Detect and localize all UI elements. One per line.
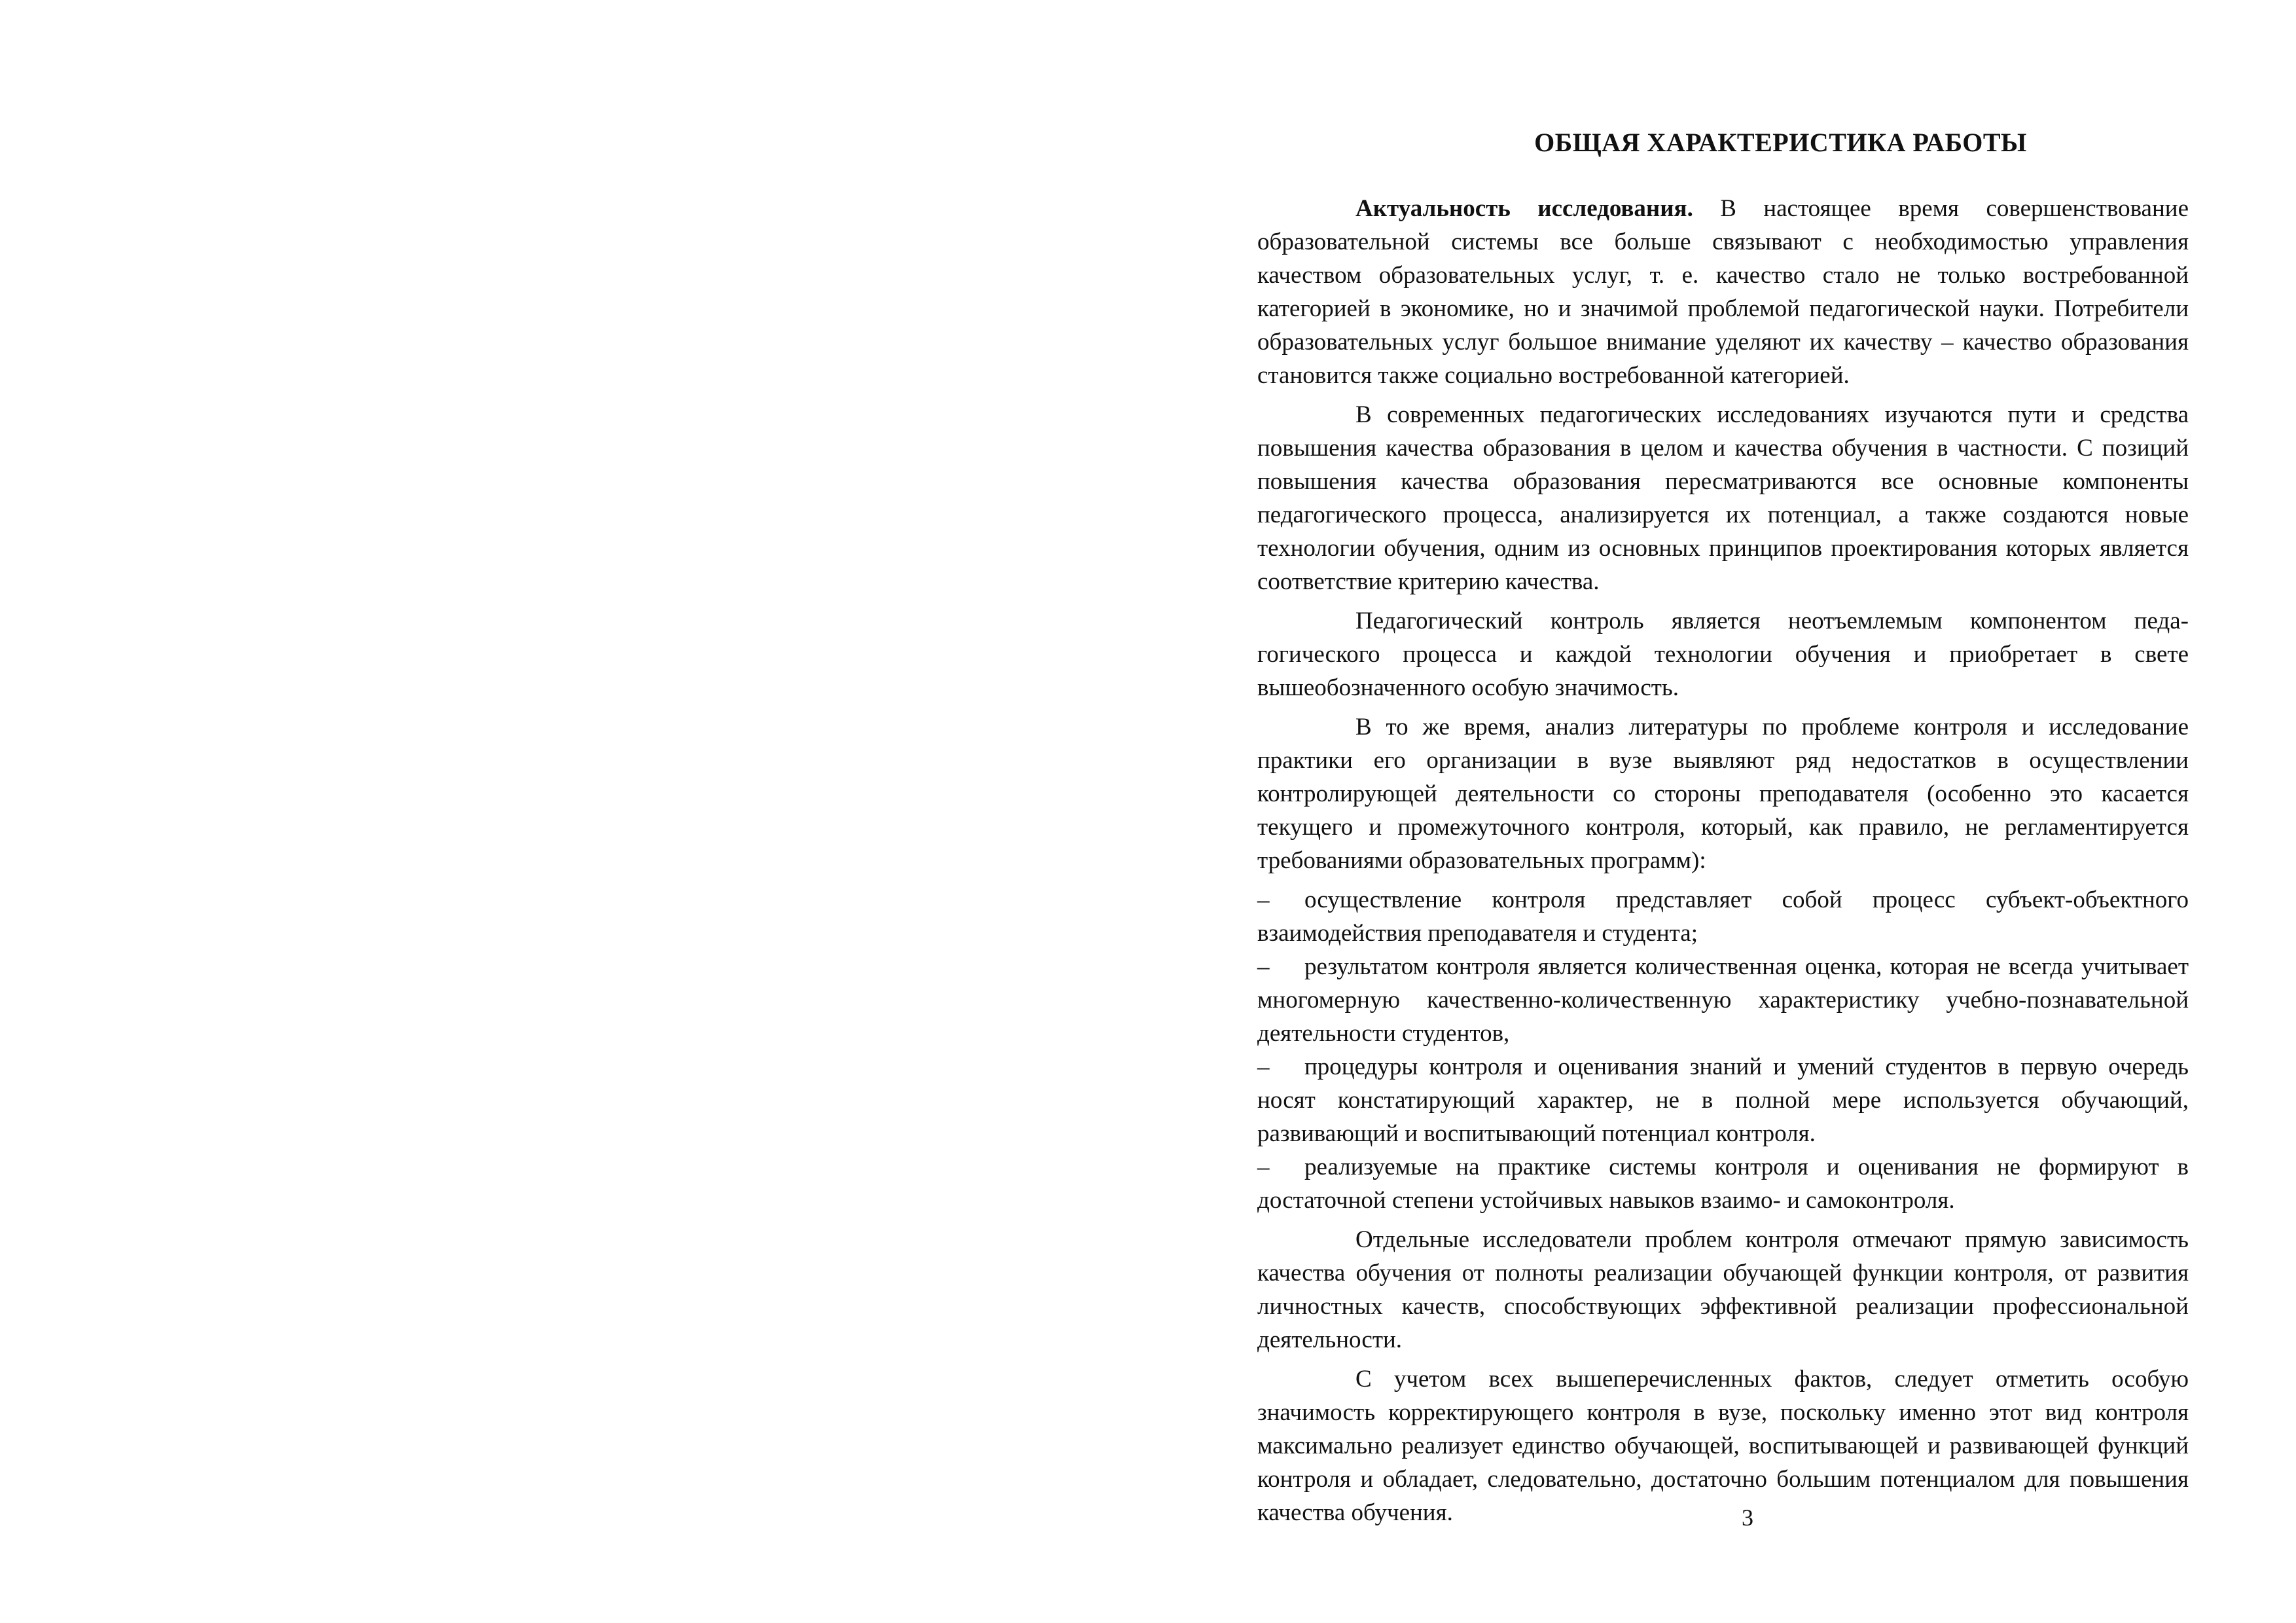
list-item-text: реализуемые на практике системы контроля и оценивания не формируют в достаточной степени устойчивых навыков взаимо- и самоконтроля. (1257, 1154, 2189, 1214)
paragraph-relevance (1257, 192, 2189, 392)
list-item-text: результатом контроля является количественная оценка, которая не всегда учитывает многомерную качественно-количественную характеристику учебно-познавательной деятельности студентов, (1257, 953, 2189, 1047)
list-dash: – (1257, 953, 1270, 980)
page-text (1257, 110, 2189, 1535)
paragraph-text: В настоящее время совершенствование образовательной системы все больше связывают с необходимостью управления качеством образовательных услуг, т. е. качество стало не только востребованной категорией в экономике, но и значимой проблемой педагогической науки. Потребители образовательных услуг большое внимание уделяют их качеству – качество образования становится также социально востребованной категорией. (1257, 195, 2189, 389)
paragraph-4: В то же время, анализ литературы по проблеме контроля и исследование практики его организации в вузе выявляют ряд недостатков в осуществлении контролирующей деятельности со стороны преподавателя (особенно это касается текущего и промежуточного контроля, который, как правило, не регламентируется требованиями образовательных программ): (1257, 714, 2189, 874)
list-dash: – (1257, 886, 1270, 913)
paragraph-lead: Актуальность исследования. (1355, 195, 1693, 222)
paragraph-3: Педагогический контроль является неотъемлемым компонентом педагогического процесса и каждой технологии обучения и приобретает в свете вышеобозначенного особую значимость. (1257, 608, 2189, 701)
list-item (1257, 1050, 2189, 1150)
paragraph-6: С учетом всех вышеперечисленных фактов, следует отметить особую значимость корректирующего контроля в вузе, поскольку именно этот вид контроля максимально реализует единство обучающей, воспитывающей и развивающей функций контроля и обладает, следовательно, достаточно большим потенциалом для повышения качества обучения. (1257, 1366, 2189, 1526)
list-item (1257, 883, 2189, 950)
paragraph-2: В современных педагогических исследованиях изучаются пути и средства повышения качества образования в целом и качества обучения в частности. С позиций повышения качества образования пересматриваются все основные компоненты педагогического процесса, анализируется их потенциал, а также создаются новые технологии обучения, одним из основных принципов проектирования которых является соответствие критерию качества. (1257, 401, 2189, 595)
paragraph-5: Отдельные исследователи проблем контроля отмечают прямую зависимость качества обучения от полноты реализации обучающей функции контроля, от развития личностных качеств, способствующих эффективной реализации профессиональной деятельности. (1257, 1226, 2189, 1353)
list-dash: – (1257, 1154, 1270, 1180)
list-item (1257, 1150, 2189, 1217)
list-item (1257, 950, 2189, 1050)
list-dash: – (1257, 1053, 1270, 1080)
page-number: 3 (1742, 1504, 1753, 1531)
page-heading: ОБЩАЯ ХАРАКТЕРИСТИКА РАБОТЫ (1534, 128, 2027, 157)
list-item-text: процедуры контроля и оценивания знаний и умений студентов в первую очередь носят констатирующий характер, не в полной мере используется обучающий, развивающий и воспитывающий потенциал контроля. (1257, 1053, 2189, 1147)
list-item-text: осуществление контроля представляет собой процесс субъект-объектного взаимодействия преподавателя и студента; (1257, 886, 2189, 947)
